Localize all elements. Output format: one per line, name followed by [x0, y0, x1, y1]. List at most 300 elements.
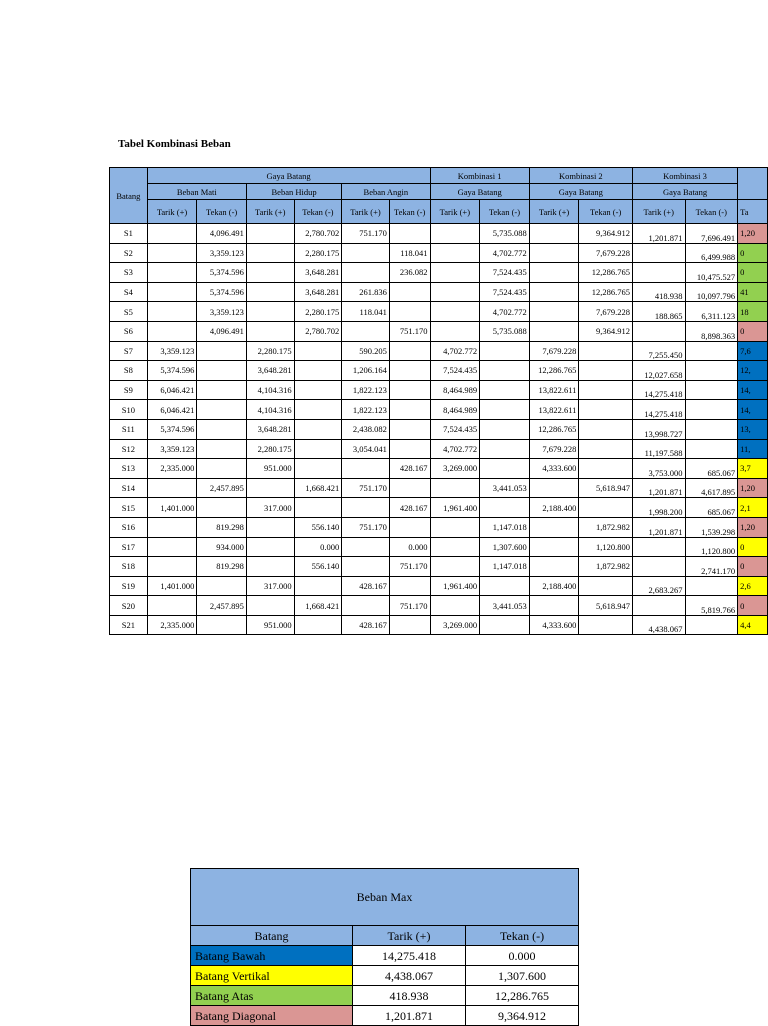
table-cell: 236.082	[389, 263, 430, 283]
table-cell	[246, 243, 294, 263]
table-cell	[389, 224, 430, 244]
batang-id: S14	[110, 478, 148, 498]
table-cell: 428.167	[389, 459, 430, 479]
table-cell	[342, 557, 390, 577]
table-row	[110, 341, 768, 361]
table-cell	[685, 576, 738, 596]
max-row-label: Batang Atas	[191, 986, 353, 1006]
table-cell	[342, 263, 390, 283]
table-cell: 5,819.766	[685, 596, 738, 616]
table-cell	[579, 400, 633, 420]
table-cell	[294, 459, 342, 479]
max-header-batang: Batang	[191, 926, 353, 946]
table-cell: 685.067	[685, 459, 738, 479]
table-cell: 3,269.000	[430, 459, 480, 479]
table-cell	[430, 282, 480, 302]
table-row	[110, 576, 768, 596]
table-cell	[147, 302, 197, 322]
table-cell	[430, 537, 480, 557]
table-cell: 819.298	[197, 517, 247, 537]
table-cell	[579, 459, 633, 479]
table-cell: 5,374.596	[147, 361, 197, 381]
table-cell: 188.865	[632, 302, 685, 322]
table-cell: 1,307.600	[480, 537, 530, 557]
table-cell	[430, 243, 480, 263]
table-cell	[632, 537, 685, 557]
table-cell	[294, 341, 342, 361]
table-cell	[197, 341, 247, 361]
table-cell	[147, 478, 197, 498]
table-cell: 428.167	[342, 615, 390, 635]
table-cell: 2,780.702	[294, 224, 342, 244]
table-cell	[579, 341, 633, 361]
table-cell	[430, 557, 480, 577]
table-cell	[147, 263, 197, 283]
table-cell: 317.000	[246, 576, 294, 596]
header-kombinasi-1: Kombinasi 1	[430, 168, 529, 184]
table-row	[110, 439, 768, 459]
table-cell: 5,374.596	[147, 419, 197, 439]
header-k1-gaya-batang: Gaya Batang	[430, 184, 529, 200]
table-cell	[579, 361, 633, 381]
max-row-label: Batang Vertikal	[191, 966, 353, 986]
table-cell: 556.140	[294, 557, 342, 577]
table-cell: 4,702.772	[480, 302, 530, 322]
table-cell	[197, 498, 247, 518]
header-tarik: Tarik (+)	[147, 200, 197, 224]
header-cut	[738, 168, 768, 200]
table-cell: 556.140	[294, 517, 342, 537]
table-cell	[529, 537, 579, 557]
table-cell: 1,147.018	[480, 557, 530, 577]
table-cell: 4,438.067	[632, 615, 685, 635]
table-row	[110, 537, 768, 557]
table-cell: 751.170	[389, 596, 430, 616]
batang-id: S3	[110, 263, 148, 283]
table-cell	[197, 459, 247, 479]
table-cell: 5,735.088	[480, 321, 530, 341]
max-row-tarik: 4,438.067	[353, 966, 466, 986]
batang-id: S8	[110, 361, 148, 381]
header-cut-ta: Ta	[738, 200, 768, 224]
table-cell	[389, 478, 430, 498]
header-batang: Batang	[110, 168, 148, 224]
table-cell: 11,197.588	[632, 439, 685, 459]
table-cell: 7,524.435	[430, 361, 480, 381]
table-cell	[246, 263, 294, 283]
max-row-tekan: 12,286.765	[466, 986, 579, 1006]
table-cell: 2,280.175	[294, 302, 342, 322]
batang-id: S5	[110, 302, 148, 322]
table-cell	[147, 596, 197, 616]
table-row	[110, 615, 768, 635]
table-cell	[430, 517, 480, 537]
table-cell	[294, 419, 342, 439]
batang-id: S12	[110, 439, 148, 459]
table-cell: 8,898.363	[685, 321, 738, 341]
table-cell: 1,201.871	[632, 517, 685, 537]
table-row	[110, 419, 768, 439]
table-cell	[579, 380, 633, 400]
table-cell	[685, 439, 738, 459]
table-cell: 6,046.421	[147, 380, 197, 400]
max-table-title: Beban Max	[191, 869, 579, 926]
table-cell: 1,998.200	[632, 498, 685, 518]
batang-id: S19	[110, 576, 148, 596]
batang-id: S4	[110, 282, 148, 302]
table-cell	[246, 302, 294, 322]
table-cell	[430, 321, 480, 341]
table-cell: 0	[738, 537, 768, 557]
table-cell: 1,401.000	[147, 576, 197, 596]
header-tarik: Tarik (+)	[529, 200, 579, 224]
table-cell	[430, 596, 480, 616]
table-row	[110, 282, 768, 302]
table-cell: 5,618.947	[579, 596, 633, 616]
table-cell: 751.170	[389, 321, 430, 341]
table-cell: 11,	[738, 439, 768, 459]
table-cell	[632, 596, 685, 616]
table-cell	[294, 576, 342, 596]
table-cell	[246, 478, 294, 498]
table-cell: 13,	[738, 419, 768, 439]
max-row-tekan: 0.000	[466, 946, 579, 966]
table-cell: 428.167	[342, 576, 390, 596]
table-cell: 6,311.123	[685, 302, 738, 322]
table-cell	[342, 596, 390, 616]
table-cell: 2,335.000	[147, 459, 197, 479]
table-cell: 14,275.418	[632, 380, 685, 400]
table-cell: 2,280.175	[246, 341, 294, 361]
max-row-tarik: 418.938	[353, 986, 466, 1006]
table-cell: 1,961.400	[430, 576, 480, 596]
table-cell: 3,054.041	[342, 439, 390, 459]
table-cell	[197, 576, 247, 596]
table-cell	[632, 243, 685, 263]
table-cell: 13,998.727	[632, 419, 685, 439]
table-cell: 1,201.871	[632, 224, 685, 244]
table-cell: 6,046.421	[147, 400, 197, 420]
table-cell	[389, 282, 430, 302]
table-cell: 2,6	[738, 576, 768, 596]
table-cell	[389, 576, 430, 596]
table-cell: 7,524.435	[430, 419, 480, 439]
table-cell	[529, 478, 579, 498]
batang-id: S10	[110, 400, 148, 420]
table-cell: 0.000	[294, 537, 342, 557]
header-tekan: Tekan (-)	[579, 200, 633, 224]
table-cell: 418.938	[632, 282, 685, 302]
table-cell: 2,335.000	[147, 615, 197, 635]
table-cell	[147, 537, 197, 557]
max-row-label: Batang Diagonal	[191, 1006, 353, 1026]
table-cell	[529, 302, 579, 322]
header-beban-mati: Beban Mati	[147, 184, 246, 200]
table-cell: 2,457.895	[197, 478, 247, 498]
table-cell: 934.000	[197, 537, 247, 557]
table-cell: 14,	[738, 400, 768, 420]
table-cell: 0	[738, 557, 768, 577]
table-cell: 751.170	[342, 478, 390, 498]
table-cell: 4,702.772	[430, 341, 480, 361]
table-cell: 3,359.123	[197, 243, 247, 263]
header-gaya-batang: Gaya Batang	[147, 168, 430, 184]
table-cell	[579, 615, 633, 635]
table-cell	[197, 439, 247, 459]
table-cell	[342, 498, 390, 518]
max-row-tarik: 1,201.871	[353, 1006, 466, 1026]
table-cell: 12,286.765	[579, 282, 633, 302]
table-cell: 2,188.400	[529, 498, 579, 518]
table-cell: 41	[738, 282, 768, 302]
table-row	[110, 498, 768, 518]
table-cell	[197, 380, 247, 400]
header-tarik: Tarik (+)	[246, 200, 294, 224]
table-cell: 751.170	[342, 517, 390, 537]
table-cell: 2,280.175	[246, 439, 294, 459]
table-cell: 3,269.000	[430, 615, 480, 635]
table-cell: 7,6	[738, 341, 768, 361]
table-cell	[632, 321, 685, 341]
table-cell: 0	[738, 263, 768, 283]
table-cell	[294, 361, 342, 381]
table-cell: 7,524.435	[480, 282, 530, 302]
table-cell	[342, 537, 390, 557]
table-cell	[197, 400, 247, 420]
table-cell: 7,524.435	[480, 263, 530, 283]
table-row	[110, 596, 768, 616]
table-cell	[529, 243, 579, 263]
table-cell	[147, 243, 197, 263]
table-cell: 951.000	[246, 615, 294, 635]
table-cell: 261.836	[342, 282, 390, 302]
table-cell: 3,648.281	[246, 361, 294, 381]
table-cell	[480, 498, 530, 518]
table-cell	[430, 224, 480, 244]
table-cell: 3,359.123	[197, 302, 247, 322]
table-cell: 10,097.796	[685, 282, 738, 302]
table-row	[110, 400, 768, 420]
table-cell	[480, 341, 530, 361]
table-cell: 5,374.596	[197, 282, 247, 302]
table-cell: 3,648.281	[294, 263, 342, 283]
table-cell	[685, 380, 738, 400]
header-k3-gaya-batang: Gaya Batang	[632, 184, 737, 200]
table-cell	[389, 361, 430, 381]
table-cell: 1,206.164	[342, 361, 390, 381]
table-cell: 685.067	[685, 498, 738, 518]
table-cell	[294, 615, 342, 635]
table-cell	[579, 439, 633, 459]
table-cell: 10,475.527	[685, 263, 738, 283]
table-cell	[529, 263, 579, 283]
batang-id: S2	[110, 243, 148, 263]
table-cell: 1,20	[738, 224, 768, 244]
table-cell: 0	[738, 321, 768, 341]
table-cell	[246, 282, 294, 302]
table-cell: 0.000	[389, 537, 430, 557]
table-cell	[529, 321, 579, 341]
batang-id: S18	[110, 557, 148, 577]
table-cell: 428.167	[389, 498, 430, 518]
table-cell	[294, 400, 342, 420]
table-cell: 1,401.000	[147, 498, 197, 518]
header-tarik: Tarik (+)	[342, 200, 390, 224]
table-row	[110, 243, 768, 263]
table-cell: 13,822.611	[529, 380, 579, 400]
table-cell: 1,201.871	[632, 478, 685, 498]
header-k2-gaya-batang: Gaya Batang	[529, 184, 632, 200]
batang-id: S15	[110, 498, 148, 518]
header-tekan: Tekan (-)	[480, 200, 530, 224]
table-cell	[147, 557, 197, 577]
table-cell: 118.041	[389, 243, 430, 263]
table-cell	[480, 576, 530, 596]
max-header-tekan: Tekan (-)	[466, 926, 579, 946]
table-cell	[685, 361, 738, 381]
table-cell	[529, 224, 579, 244]
table-cell	[246, 517, 294, 537]
table-cell	[246, 557, 294, 577]
table-cell	[246, 537, 294, 557]
table-cell: 4,104.316	[246, 380, 294, 400]
table-cell: 4,096.491	[197, 224, 247, 244]
table-row	[110, 459, 768, 479]
table-cell	[389, 615, 430, 635]
table-cell: 9,364.912	[579, 224, 633, 244]
header-beban-hidup: Beban Hidup	[246, 184, 341, 200]
table-cell: 1,147.018	[480, 517, 530, 537]
table-cell: 1,668.421	[294, 596, 342, 616]
header-kombinasi-3: Kombinasi 3	[632, 168, 737, 184]
table-cell	[197, 419, 247, 439]
page-title: Tabel Kombinasi Beban	[118, 138, 231, 150]
table-cell: 1,20	[738, 478, 768, 498]
table-cell	[342, 321, 390, 341]
table-cell: 5,374.596	[197, 263, 247, 283]
table-row	[110, 557, 768, 577]
table-cell: 1,961.400	[430, 498, 480, 518]
table-cell: 3,648.281	[246, 419, 294, 439]
max-header-tarik: Tarik (+)	[353, 926, 466, 946]
table-cell: 4,702.772	[480, 243, 530, 263]
max-row-tekan: 1,307.600	[466, 966, 579, 986]
table-cell: 4,333.600	[529, 615, 579, 635]
batang-id: S11	[110, 419, 148, 439]
batang-id: S17	[110, 537, 148, 557]
table-cell	[294, 380, 342, 400]
table-cell	[480, 400, 530, 420]
table-cell	[529, 596, 579, 616]
batang-id: S6	[110, 321, 148, 341]
table-cell: 751.170	[342, 224, 390, 244]
header-tekan: Tekan (-)	[685, 200, 738, 224]
table-cell	[480, 361, 530, 381]
table-cell	[529, 557, 579, 577]
max-table-row	[191, 986, 579, 1006]
table-cell: 2,683.267	[632, 576, 685, 596]
header-tarik: Tarik (+)	[632, 200, 685, 224]
table-cell	[147, 224, 197, 244]
table-cell: 2,741.170	[685, 557, 738, 577]
table-cell: 0	[738, 596, 768, 616]
table-cell	[529, 517, 579, 537]
table-cell: 7,696.491	[685, 224, 738, 244]
header-tekan: Tekan (-)	[389, 200, 430, 224]
table-cell: 12,027.658	[632, 361, 685, 381]
table-cell	[197, 361, 247, 381]
table-cell: 7,679.228	[579, 243, 633, 263]
table-cell	[294, 439, 342, 459]
table-cell	[430, 302, 480, 322]
table-cell	[685, 615, 738, 635]
table-row	[110, 478, 768, 498]
table-cell	[632, 263, 685, 283]
table-cell: 951.000	[246, 459, 294, 479]
table-cell	[389, 302, 430, 322]
table-cell: 2,280.175	[294, 243, 342, 263]
table-row	[110, 517, 768, 537]
table-cell: 4,333.600	[529, 459, 579, 479]
table-cell: 819.298	[197, 557, 247, 577]
table-row	[110, 321, 768, 341]
max-row-tekan: 9,364.912	[466, 1006, 579, 1026]
table-cell: 3,441.053	[480, 596, 530, 616]
table-row	[110, 380, 768, 400]
batang-id: S1	[110, 224, 148, 244]
table-cell: 4,702.772	[430, 439, 480, 459]
table-cell: 13,822.611	[529, 400, 579, 420]
table-cell: 8,464.989	[430, 380, 480, 400]
table-cell: 3,359.123	[147, 439, 197, 459]
table-cell	[342, 243, 390, 263]
table-cell: 118.041	[342, 302, 390, 322]
table-cell	[389, 439, 430, 459]
table-cell: 2,1	[738, 498, 768, 518]
table-cell	[480, 380, 530, 400]
table-cell: 6,499.988	[685, 243, 738, 263]
batang-id: S21	[110, 615, 148, 635]
table-row	[110, 361, 768, 381]
table-cell: 3,753.000	[632, 459, 685, 479]
table-cell: 3,359.123	[147, 341, 197, 361]
table-cell: 590.205	[342, 341, 390, 361]
table-cell: 9,364.912	[579, 321, 633, 341]
table-cell	[579, 498, 633, 518]
table-cell	[389, 517, 430, 537]
table-cell: 14,275.418	[632, 400, 685, 420]
header-tekan: Tekan (-)	[294, 200, 342, 224]
header-kombinasi-2: Kombinasi 2	[529, 168, 632, 184]
table-cell: 1,120.800	[685, 537, 738, 557]
table-cell: 7,679.228	[579, 302, 633, 322]
table-cell: 0	[738, 243, 768, 263]
table-cell: 1,872.982	[579, 517, 633, 537]
table-cell	[480, 439, 530, 459]
table-cell: 3,7	[738, 459, 768, 479]
table-cell: 7,679.228	[529, 439, 579, 459]
table-cell	[147, 321, 197, 341]
table-cell: 7,679.228	[529, 341, 579, 361]
table-cell	[389, 380, 430, 400]
table-cell: 3,648.281	[294, 282, 342, 302]
max-table-row	[191, 946, 579, 966]
table-cell: 12,286.765	[579, 263, 633, 283]
load-combination-table	[109, 167, 768, 635]
header-tarik: Tarik (+)	[430, 200, 480, 224]
table-cell: 1,120.800	[579, 537, 633, 557]
table-row	[110, 263, 768, 283]
